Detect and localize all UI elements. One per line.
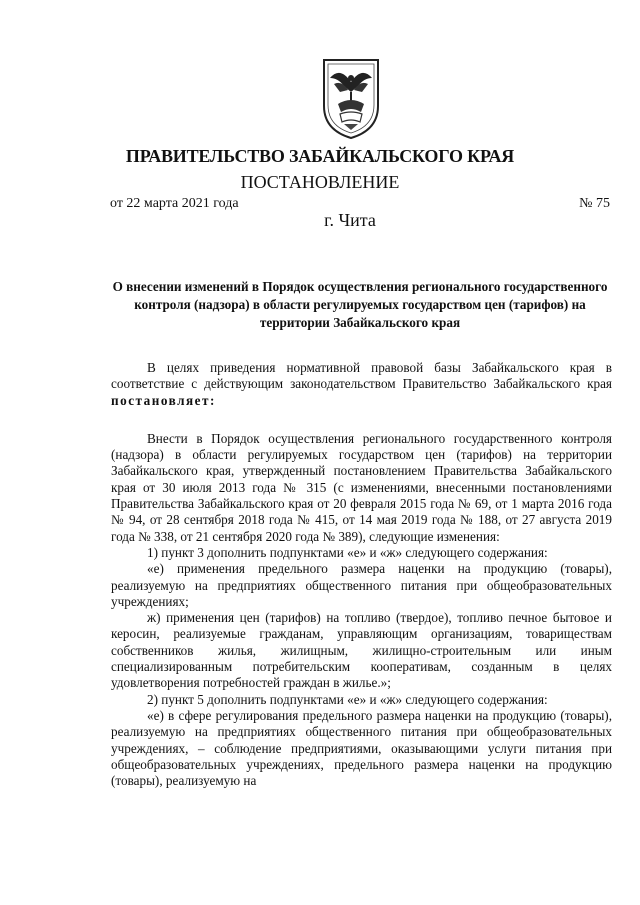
document-body <box>111 360 612 789</box>
preamble-paragraph <box>111 360 612 409</box>
document-type: ПОСТАНОВЛЕНИЕ <box>240 172 400 192</box>
body-paragraph: «е) применения предельного размера наценки на продукцию (товары), реализуемую на предприятиях общественного питания при общеобразовательных учреждениях; <box>111 561 612 609</box>
coat-of-arms-icon <box>320 56 382 140</box>
preamble-keyword: постановляет: <box>111 392 216 408</box>
government-title: ПРАВИТЕЛЬСТВО ЗАБАЙКАЛЬСКОГО КРАЯ <box>125 146 515 166</box>
body-paragraph: 2) пункт 5 дополнить подпунктами «е» и «ж» следующего содержания: <box>147 691 548 707</box>
document-date: от 22 марта 2021 года <box>110 196 239 211</box>
body-paragraph: ж) применения цен (тарифов) на топливо (твердое), топливо печное бытовое и керосин, реализуемые гражданам, управляющим организациям, товариществам собственников жилья, жилищным, жилищно-строительным или иным специализированным потребительским кооперативам, созданным в целях удовлетворения потребностей граждан в жилье.»; <box>111 610 612 691</box>
body-paragraph: «е) в сфере регулирования предельного размера наценки на продукцию (товары), реализуемую на предприятиях общественного питания при общеобразовательных учреждениях, – соблюдение предприятиями, оказывающими услуги питания при общеобразовательных учреждениях, предельного размера наценки на продукцию (товары), реализуемую на <box>111 707 612 789</box>
document-number: № 75 <box>579 196 610 211</box>
body-paragraph: 1) пункт 3 дополнить подпунктами «е» и «ж» следующего содержания: <box>147 544 548 560</box>
document-city: г. Чита <box>324 210 376 230</box>
preamble-text: В целях приведения нормативной правовой базы Забайкальского края в соответствие с действующим законодательством Правительство Забайкальского края <box>111 360 612 392</box>
body-paragraph: Внести в Порядок осуществления регионального государственного контроля (надзора) в области регулируемых государством цен (тарифов) на территории Забайкальского края, утвержденный постановлением Правительства Забайкальского края от 30 июля 2013 года № 315 (с изменениями, внесенными постановлениями Правительства Забайкальского края от 20 февраля 2015 года № 69, от 1 марта 2016 года № 94, от 28 сентября 2018 года № 415, от 14 мая 2019 года № 188, от 27 августа 2019 года № 338, от 21 сентября 2020 года № 389), следующие изменения: <box>111 430 612 544</box>
document-heading: О внесении изменений в Порядок осуществления регионального государственного контроля (надзора) в области регулируемых государством цен (тарифов) на территории Забайкальского края <box>112 279 608 330</box>
